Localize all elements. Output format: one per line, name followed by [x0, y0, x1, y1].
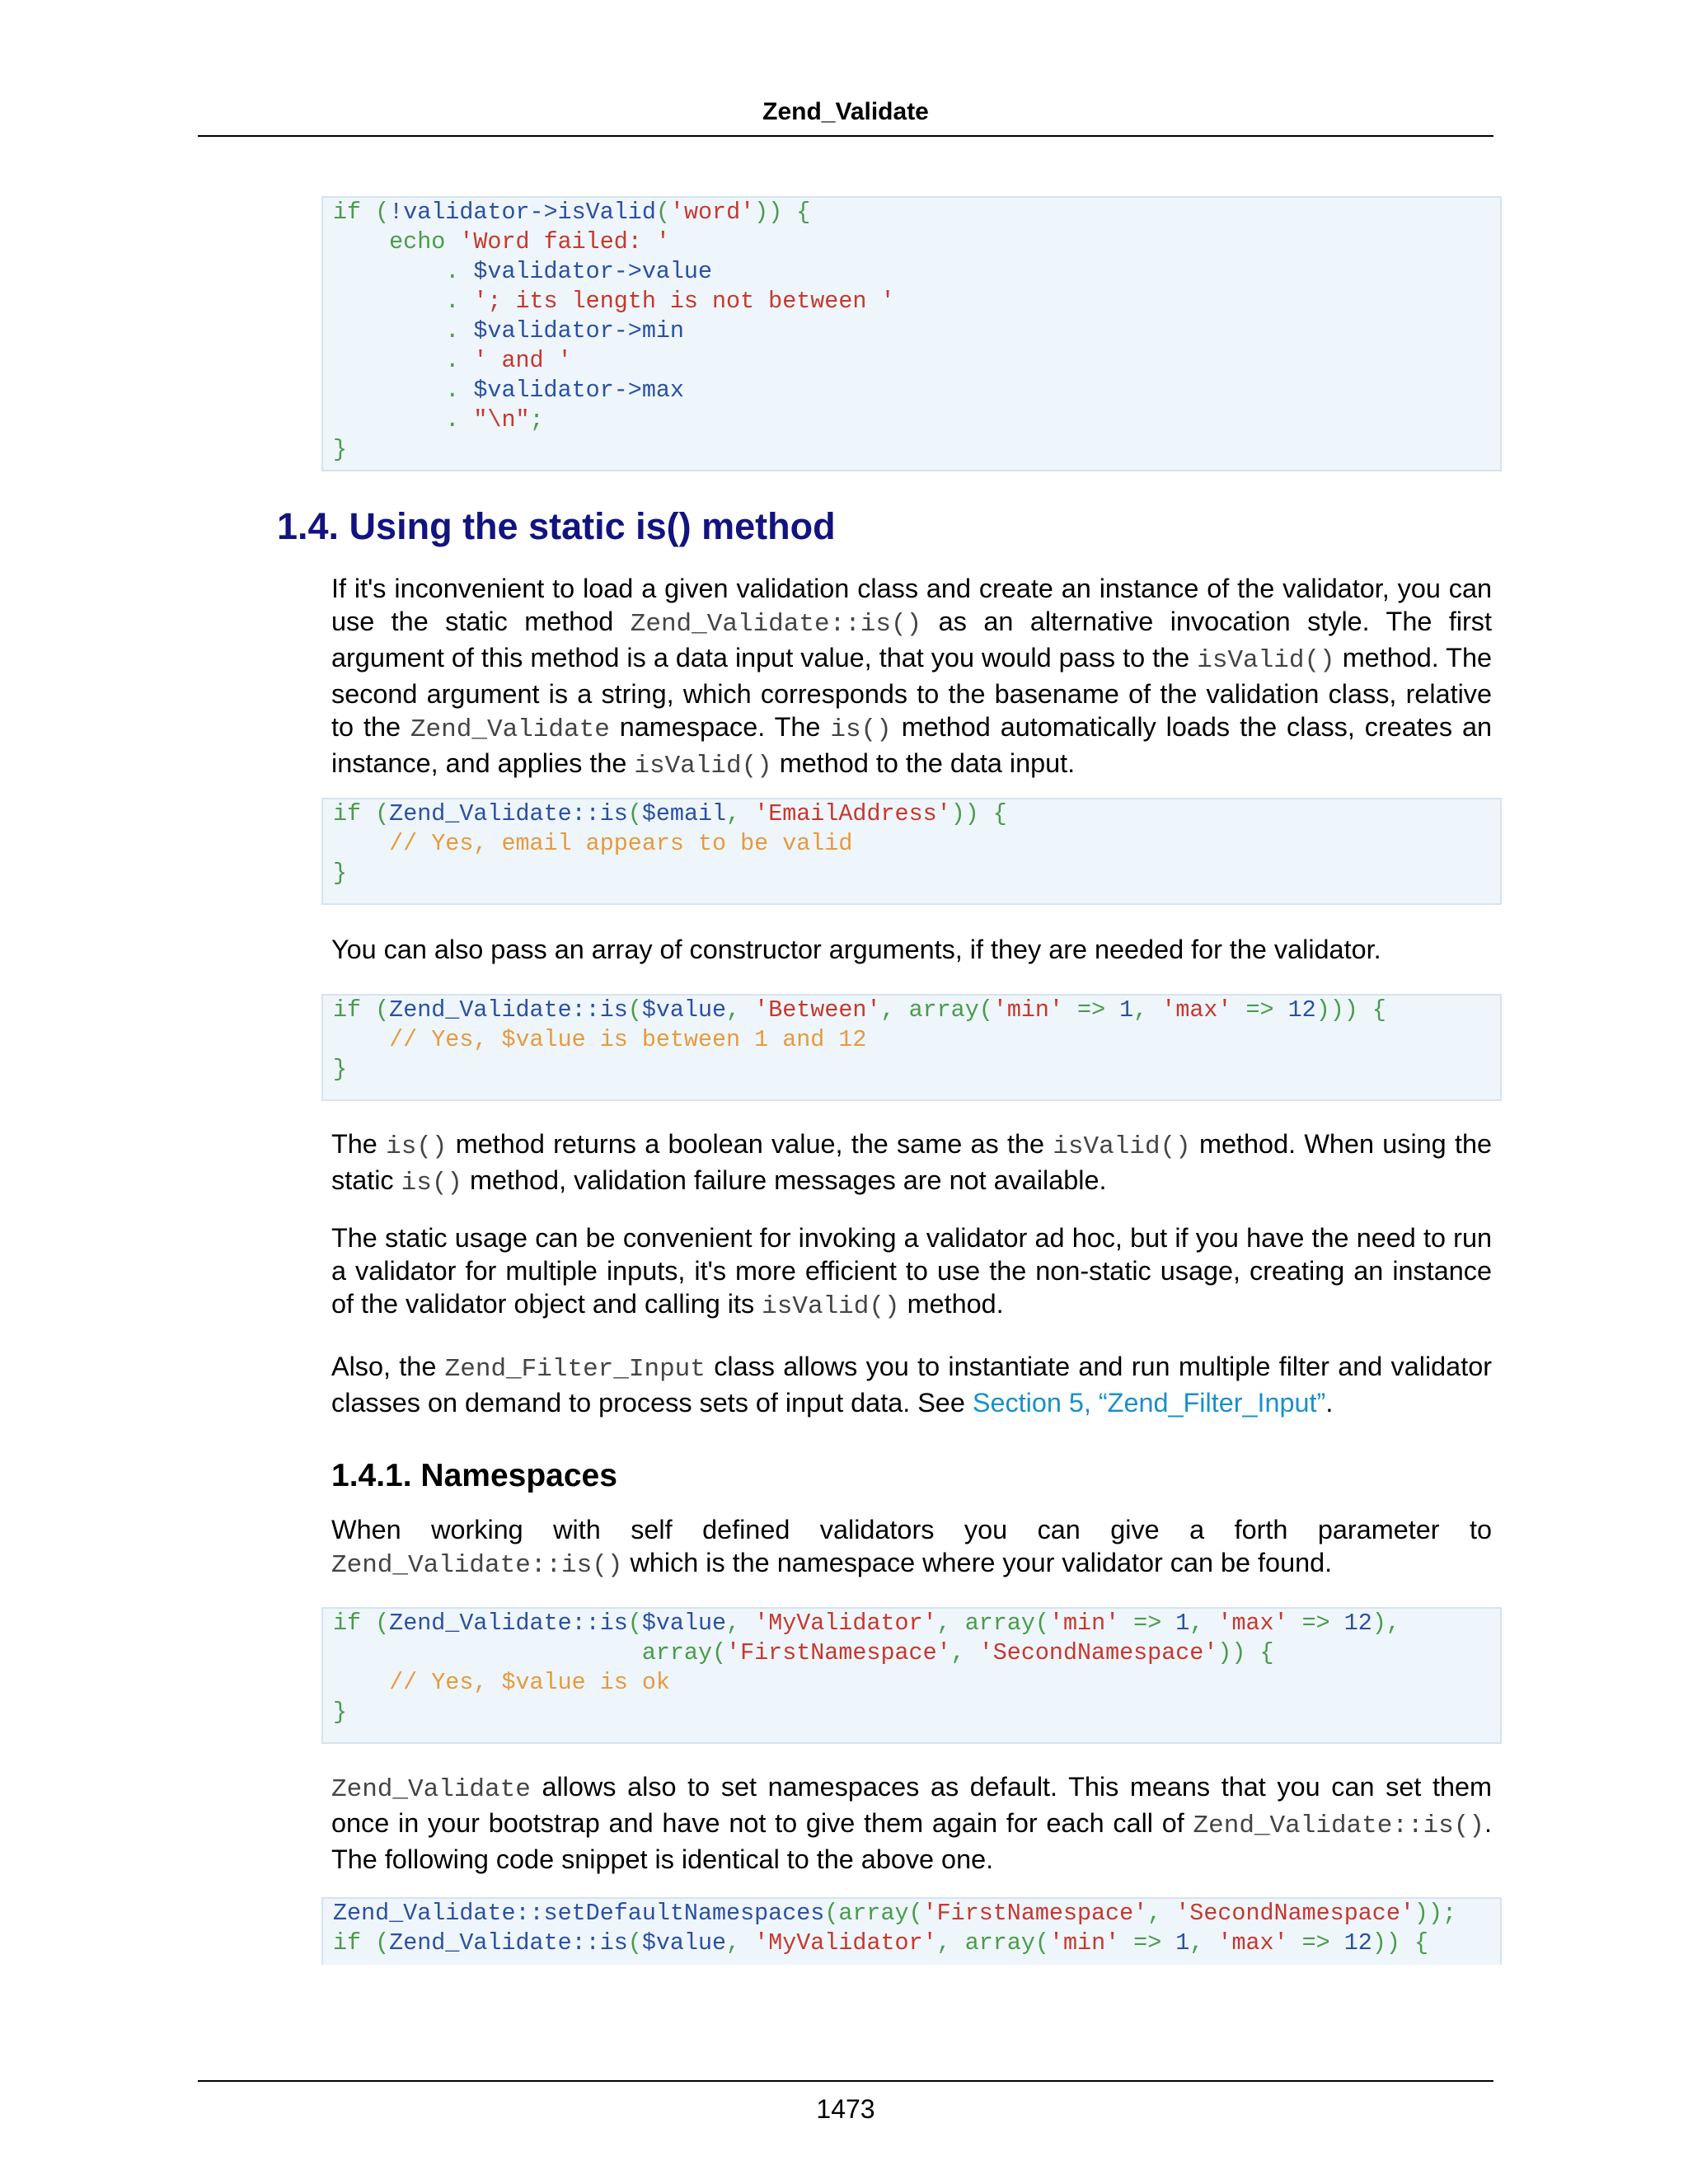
code-token: if ( — [333, 1610, 390, 1637]
code-token: echo — [333, 228, 460, 255]
code-line — [333, 316, 1500, 346]
page-header-title: Zend_Validate — [762, 98, 929, 125]
code-token: ( — [627, 1929, 642, 1957]
body-text: method automatically loads the class, creates an instance, and applies the — [331, 712, 1492, 778]
code-token: 'min' — [1048, 1929, 1120, 1957]
body-text: as an alternative invocation style. The first argument of this method is a data input value, that you would pass to the — [331, 607, 1492, 673]
code-block-set-default-namespaces — [321, 1897, 1502, 1965]
code-token: $validator->value — [473, 258, 713, 285]
code-token: 'min' — [992, 996, 1063, 1024]
code-token: , — [1133, 996, 1162, 1024]
code-token: . — [333, 377, 474, 404]
code-token: , — [726, 1929, 755, 1957]
code-token: )); — [1414, 1900, 1457, 1927]
code-token: => — [1287, 1929, 1344, 1957]
code-token: } — [333, 1699, 348, 1726]
code-token: if ( — [333, 199, 390, 226]
code-token: 'SecondNamespace' — [978, 1639, 1218, 1666]
body-text: method, validation failure messages are not available. — [462, 1165, 1107, 1195]
body-text: You can also pass an array of constructor arguments, if they are needed for the validator. — [331, 935, 1381, 964]
code-token: // Yes, email appears to be valid — [333, 830, 853, 857]
code-token: 12 — [1287, 996, 1316, 1024]
code-token: $validator->max — [473, 377, 684, 404]
code-line — [333, 859, 1500, 888]
code-token: . — [333, 317, 474, 344]
code-block-is-valid-echo — [321, 196, 1502, 471]
code-line — [333, 1609, 1500, 1638]
code-token: => — [1231, 996, 1288, 1024]
code-token: => — [1119, 1610, 1176, 1637]
code-token: , — [726, 1610, 755, 1637]
code-token: => — [1063, 996, 1120, 1024]
paragraph-namespaces-intro — [331, 1513, 1492, 1582]
code-line — [333, 1929, 1500, 1958]
inline-code: Zend_Validate::is() — [331, 1551, 623, 1580]
code-token: 'max' — [1217, 1610, 1288, 1637]
code-token: , — [1189, 1929, 1218, 1957]
body-text: When working with self defined validators you can give a forth parameter to — [331, 1515, 1492, 1544]
code-line — [333, 346, 1500, 376]
code-line — [333, 799, 1500, 829]
code-line — [333, 376, 1500, 405]
code-token: $value — [641, 1929, 727, 1957]
code-token: Zend_Validate::is — [389, 1929, 628, 1957]
inline-code: is() — [830, 715, 892, 744]
body-text: . — [1325, 1388, 1334, 1418]
code-token: 'SecondNamespace' — [1175, 1900, 1414, 1927]
code-line — [333, 1698, 1500, 1727]
body-text: class allows you to instantiate and run multiple filter and validator classes on demand to process sets of input data. See — [331, 1352, 1492, 1418]
body-text: . The following code snippet is identical to the above one. — [331, 1808, 1492, 1874]
code-token: } — [333, 436, 348, 463]
code-token: 12 — [1343, 1929, 1372, 1957]
code-token: if ( — [333, 800, 390, 827]
code-token: , array( — [936, 1610, 1049, 1637]
inline-code: Zend_Validate::is() — [630, 610, 922, 639]
code-token: 12 — [1343, 1610, 1372, 1637]
code-token: array( — [333, 1639, 727, 1666]
code-token: 'FirstNamespace' — [726, 1639, 951, 1666]
code-token: } — [333, 1056, 348, 1083]
code-token: !validator->isValid — [389, 199, 656, 226]
body-text: The static usage can be convenient for invoking a validator ad hoc, but if you have the need to run a validator for multiple inputs, it's more efficient to use the non-static usage, creating an instance of the validator object and calling its — [331, 1223, 1492, 1319]
section-heading-static-is: 1.4. Using the static is() method — [277, 505, 836, 547]
code-token: , — [1189, 1610, 1218, 1637]
code-line — [333, 829, 1500, 859]
inline-code: is() — [401, 1169, 463, 1197]
code-token: 'word' — [669, 199, 755, 226]
header-rule — [198, 135, 1493, 137]
body-text: which is the namespace where your validator can be found. — [622, 1548, 1333, 1577]
code-token: => — [1119, 1929, 1176, 1957]
code-token: , — [1147, 1900, 1176, 1927]
body-text: method to the data input. — [771, 748, 1076, 778]
inline-code: isValid() — [762, 1292, 900, 1321]
code-line — [333, 1899, 1500, 1929]
code-token: 'MyValidator' — [754, 1929, 937, 1957]
code-token: Zend_Validate::is — [389, 996, 628, 1024]
code-token: . — [333, 406, 474, 434]
code-line — [333, 435, 1500, 465]
code-token: ( — [655, 199, 670, 226]
code-token: => — [1287, 1610, 1344, 1637]
code-token: Zend_Validate::is — [389, 1610, 628, 1637]
paragraph-static-usage — [331, 1221, 1492, 1324]
footer-rule — [198, 2080, 1493, 2082]
inline-code: Zend_Validate — [331, 1775, 531, 1804]
code-token: )) { — [754, 199, 811, 226]
code-token: ; — [529, 406, 544, 434]
body-text: namespace. The — [609, 712, 831, 742]
code-token: , — [950, 1639, 979, 1666]
code-block-my-validator — [321, 1607, 1502, 1744]
body-text: method. — [899, 1289, 1004, 1319]
code-token: , array( — [880, 996, 993, 1024]
code-line — [333, 227, 1500, 257]
code-token: ), — [1372, 1610, 1400, 1637]
body-text: The — [331, 1129, 387, 1159]
code-line — [333, 1638, 1500, 1668]
code-token: ( — [627, 1610, 642, 1637]
subsection-heading-namespaces: 1.4.1. Namespaces — [331, 1458, 617, 1493]
code-token: . — [333, 258, 474, 285]
body-text: method returns a boolean value, the same as the — [447, 1129, 1053, 1159]
body-text: method. When using the static — [331, 1129, 1492, 1195]
code-token: ( — [627, 800, 642, 827]
page-number: 1473 — [816, 2094, 875, 2124]
code-line — [333, 287, 1500, 316]
code-token: ( — [627, 996, 642, 1024]
code-token: 1 — [1119, 996, 1134, 1024]
code-line — [333, 1668, 1500, 1698]
code-line — [333, 405, 1500, 435]
paragraph-static-method-intro — [331, 572, 1492, 783]
cross-reference-link[interactable]: Section 5, “Zend_Filter_Input” — [972, 1388, 1326, 1418]
code-token: , array( — [936, 1929, 1049, 1957]
code-token: 'Between' — [754, 996, 881, 1024]
code-token: 'max' — [1161, 996, 1232, 1024]
code-token: 'max' — [1217, 1929, 1288, 1957]
code-block-between — [321, 994, 1502, 1101]
code-token: (array( — [824, 1900, 923, 1927]
inline-code: Zend_Validate::is() — [1193, 1811, 1484, 1840]
code-line — [333, 996, 1500, 1025]
code-token: . — [333, 288, 474, 315]
code-block-email-address — [321, 798, 1502, 905]
code-token: // Yes, $value is between 1 and 12 — [333, 1026, 867, 1053]
code-token: 'FirstNamespace' — [922, 1900, 1148, 1927]
paragraph-boolean-return — [331, 1127, 1492, 1200]
inline-code: is() — [386, 1132, 448, 1161]
code-token: $value — [641, 996, 727, 1024]
inline-code: Zend_Filter_Input — [444, 1355, 706, 1384]
code-token: ' and ' — [473, 347, 572, 374]
paragraph-default-namespaces — [331, 1770, 1492, 1876]
code-line — [333, 1025, 1500, 1055]
code-token: )) { — [950, 800, 1007, 827]
inline-code: isValid() — [1053, 1132, 1191, 1161]
code-line — [333, 257, 1500, 287]
code-token: $value — [641, 1610, 727, 1637]
code-token: . — [333, 347, 474, 374]
code-token: if ( — [333, 996, 390, 1024]
code-token: , — [726, 996, 755, 1024]
code-token: 'MyValidator' — [754, 1610, 937, 1637]
code-token: 1 — [1175, 1610, 1190, 1637]
paragraph-filter-input — [331, 1350, 1492, 1419]
code-token: if ( — [333, 1929, 390, 1957]
code-token: 'min' — [1048, 1610, 1120, 1637]
code-token: '; its length is not between ' — [473, 288, 895, 315]
code-token: } — [333, 860, 348, 887]
code-token: )) { — [1217, 1639, 1274, 1666]
code-token: 'EmailAddress' — [754, 800, 951, 827]
code-line — [333, 1055, 1500, 1085]
code-token: Zend_Validate::setDefaultNamespaces — [333, 1900, 825, 1927]
code-token: )) { — [1372, 1929, 1428, 1957]
code-token: $validator->min — [473, 317, 684, 344]
code-token: 1 — [1175, 1929, 1190, 1957]
code-token: ))) { — [1315, 996, 1386, 1024]
code-token: , — [726, 800, 755, 827]
body-text: Also, the — [331, 1352, 445, 1381]
code-token: Zend_Validate::is — [389, 800, 628, 827]
inline-code: isValid() — [1197, 646, 1335, 675]
body-text: method. The second argument is a string, which corresponds to the basename of the validation class, relative to the — [331, 643, 1492, 742]
code-token: "\n" — [473, 406, 530, 434]
code-token: 'Word failed: ' — [459, 228, 670, 255]
code-line — [333, 198, 1500, 227]
code-token: $email — [641, 800, 727, 827]
body-text: If it's inconvenient to load a given validation class and create an instance of the validator, you can use the static method — [331, 574, 1492, 636]
code-token: // Yes, $value is ok — [333, 1669, 670, 1696]
inline-code: Zend_Validate — [410, 715, 610, 744]
inline-code: isValid() — [634, 752, 772, 780]
paragraph-constructor-arguments — [331, 933, 1492, 966]
body-text: allows also to set namespaces as default. This means that you can set them once in your bootstrap and have not to give them again for each call of — [331, 1772, 1492, 1838]
